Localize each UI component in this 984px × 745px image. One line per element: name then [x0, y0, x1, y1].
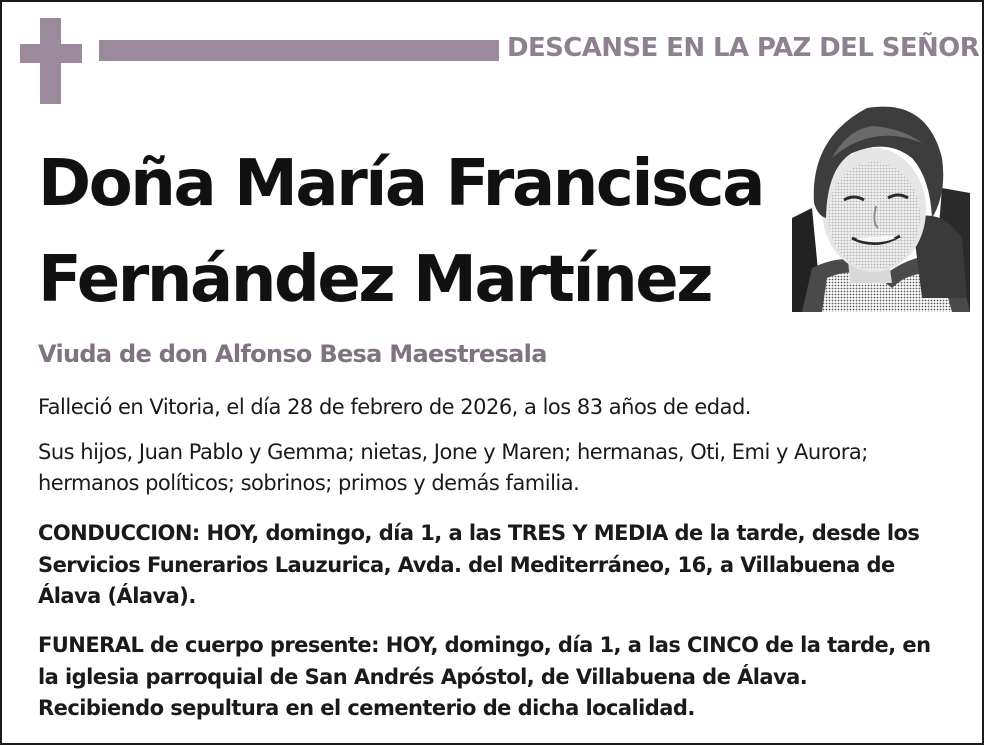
widow-of-text: Viuda de don Alfonso Besa Maestresala: [38, 340, 547, 368]
deceased-name: [38, 136, 763, 328]
deceased-name-line-2: Fernández Martínez: [38, 243, 712, 317]
conduction-text: CONDUCCION: HOY, domingo, día 1, a las TRES Y MEDIA de la tarde, desde los Servicios Funerarios Lauzurica, Avda. del Mediterráneo, 16, a Villabuena de Álava (Álava).: [38, 521, 920, 608]
header-title: DESCANSE EN LA PAZ DEL SEÑOR: [507, 33, 980, 63]
death-notice-text: Falleció en Vitoria, el día 28 de febrero de 2026, a los 83 años de edad.: [38, 395, 751, 419]
deceased-name-line-1: Doña María Francisca: [38, 147, 764, 221]
family-text: Sus hijos, Juan Pablo y Gemma; nietas, Jone y Maren; hermanas, Oti, Emi y Aurora; hermanos políticos; sobrinos; primos y demás familia.: [38, 440, 868, 495]
cross-icon: [20, 18, 84, 104]
funeral-text: FUNERAL de cuerpo presente: HOY, domingo, día 1, a las CINCO de la tarde, en la iglesia parroquial de San Andrés Apóstol, de Villabuena de Álava. Recibiendo sepultura en el cementerio de dicha localidad.: [38, 633, 931, 720]
header-rule: [99, 40, 499, 61]
portrait-photo-icon: [792, 98, 970, 312]
